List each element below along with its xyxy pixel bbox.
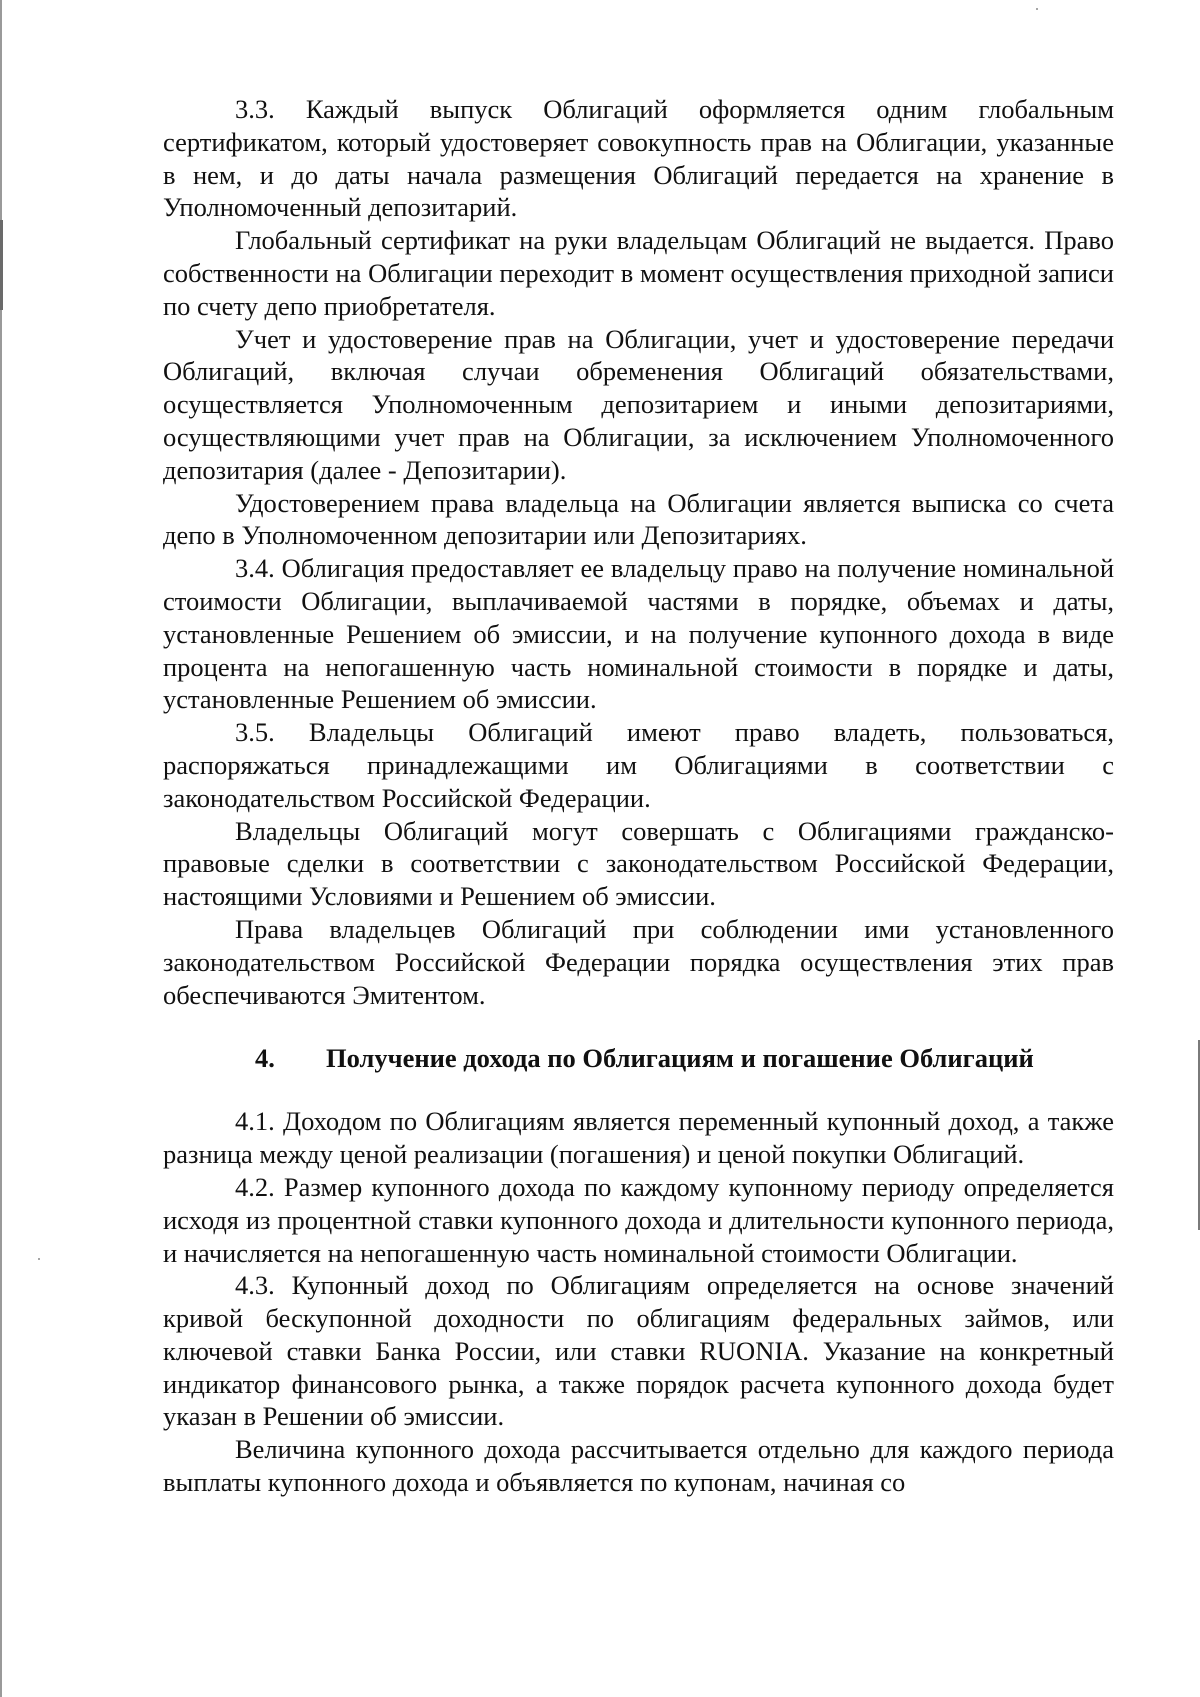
paragraph-4-3: 4.3. Купонный доход по Облигациям определяется на основе значений кривой бескупонной доходности по облигациям федеральных займов, или ключевой ставки Банка России, или ставки RUONIA. Указание на конкретный индикатор финансового рынка, а также порядок расчета купонного дохода будет указан в Решении об эмиссии. [163,1270,1114,1432]
paragraph-4-1: 4.1. Доходом по Облигациям является переменный купонный доход, а также разница между ценой реализации (погашения) и ценой покупки Облигаций. [163,1106,1114,1170]
paragraph-3-5: 3.5. Владельцы Облигаций имеют право владеть, пользоваться, распоряжаться принадлежащими им Облигациями в соответствии с законодательством Российской Федерации. [163,717,1114,813]
section-4-heading [163,1039,1114,1077]
paragraph-global-certificate: Глобальный сертификат на руки владельцам Облигаций не выдается. Право собственности на Облигации переходит в момент осуществления приходной записи по счету депо приобретателя. [163,225,1114,321]
section-number: 4. [255,1043,275,1074]
paragraph-owner-rights: Права владельцев Облигаций при соблюдении ими установленного законодательством Российской Федерации порядка осуществления этих прав обеспечиваются Эмитентом. [163,913,1114,1010]
section-title: Получение дохода по Облигациям и погашение Облигаций [326,1043,1034,1074]
paragraph-civil-transactions: Владельцы Облигаций могут совершать с Облигациями гражданско-правовые сделки в соответствии с законодательством Российской Федерации, настоящими Условиями и Решением об эмиссии. [163,815,1114,912]
paragraph-rights-accounting: Учет и удостоверение прав на Облигации, учет и удостоверение передачи Облигаций, включая случаи обременения Облигаций обязательствами, осуществляется Уполномоченным депозитарием и иными депозитариями, осуществляющими учет прав на Облигации, за исключением Уполномоченного депозитария (далее - Депозитарии). [163,323,1114,485]
paragraph-3-3: 3.3. Каждый выпуск Облигаций оформляется одним глобальным сертификатом, который удостоверяет совокупность прав на Облигации, указанные в нем, и до даты начала размещения Облигаций передается на хранение в Уполномоченный депозитарий. [163,94,1114,223]
paragraph-ownership-proof: Удостоверением права владельца на Облигации является выписка со счета депо в Уполномоченном депозитарии или Депозитариях. [163,487,1114,551]
paragraph-3-4: 3.4. Облигация предоставляет ее владельцу право на получение номинальной стоимости Облигации, выплачиваемой частями в порядке, объемах и даты, установленные Решением об эмиссии, и на получение купонного дохода в виде процента на непогашенную часть номинальной стоимости в порядке и даты, установленные Решением об эмиссии. [163,553,1114,715]
scan-speck [38,1258,40,1260]
paragraph-4-2: 4.2. Размер купонного дохода по каждому купонному периоду определяется исходя из процентной ставки купонного дохода и длительности купонного периода, и начисляется на непогашенную часть номинальной стоимости Облигации. [163,1171,1114,1268]
paragraph-coupon-calculation: Величина купонного дохода рассчитывается отдельно для каждого периода выплаты купонного дохода и объявляется по купонам, начиная со [163,1434,1114,1498]
scan-edge-mark [0,220,3,310]
document-body [163,93,1114,1499]
scan-speck [1036,8,1038,10]
